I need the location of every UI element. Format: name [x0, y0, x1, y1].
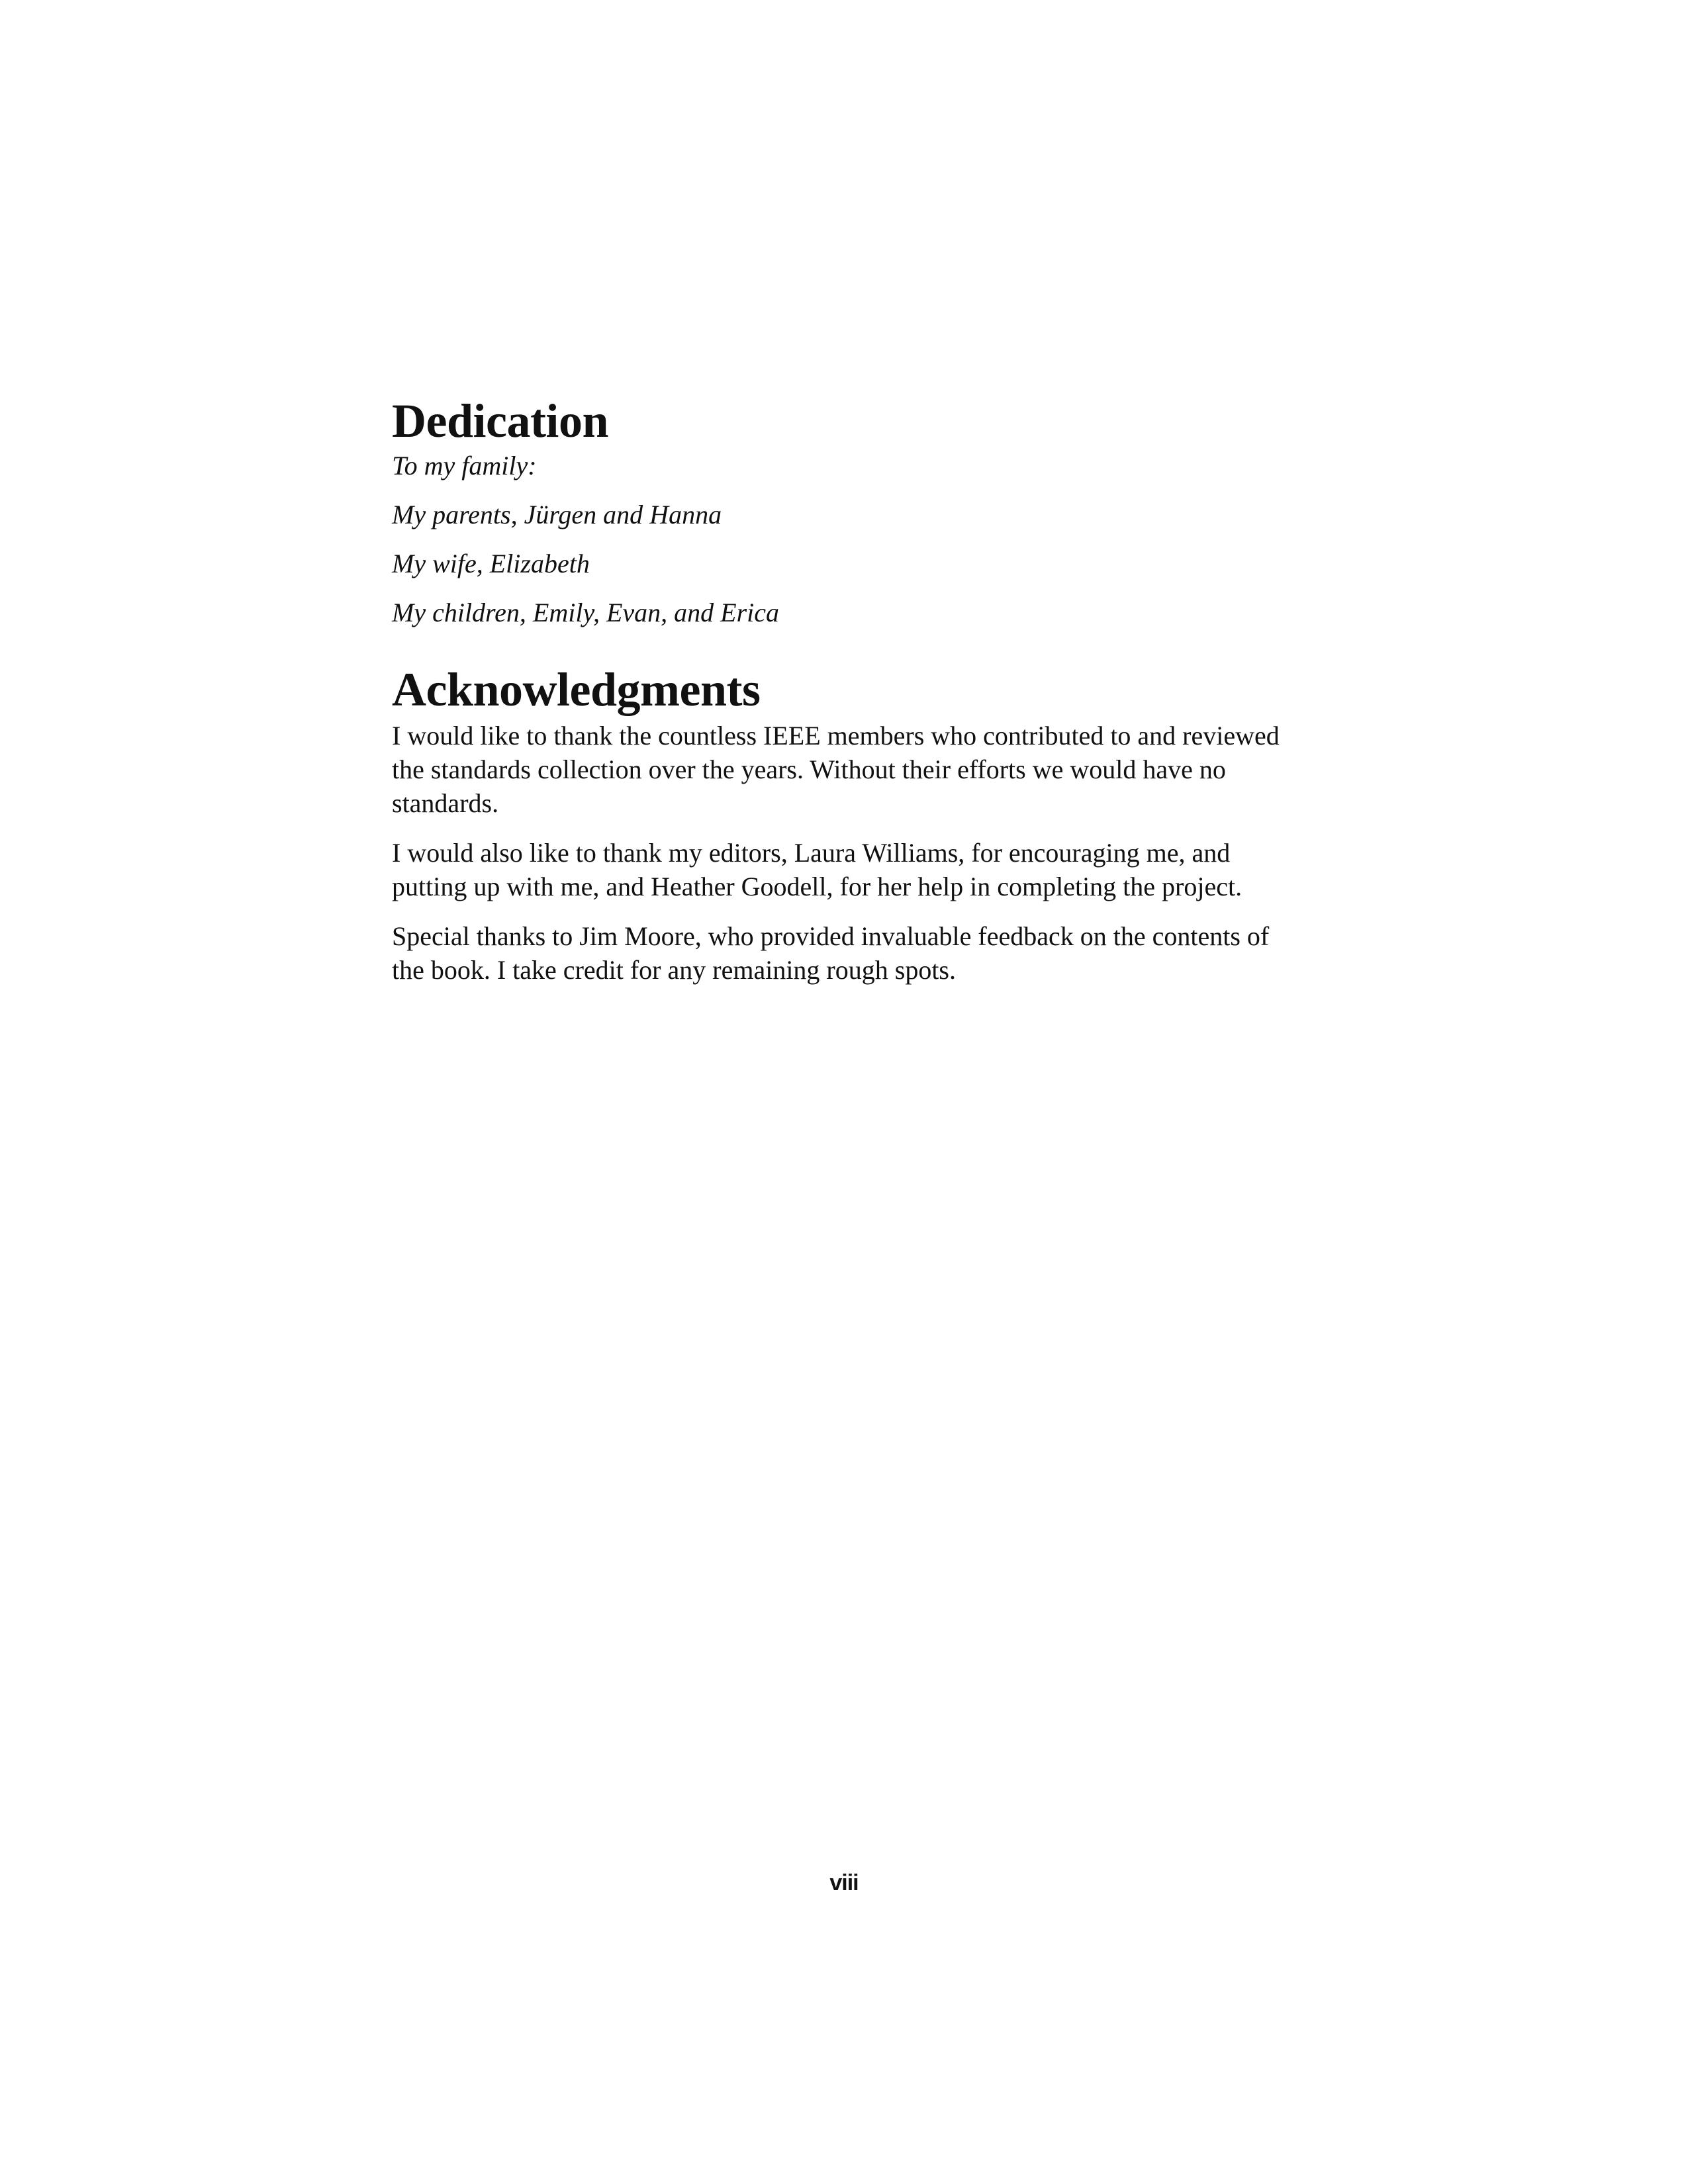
dedication-section: [392, 394, 1305, 627]
dedication-line: My wife, Elizabeth: [392, 549, 590, 578]
dedication-line: To my family:: [392, 451, 537, 480]
acknowledgments-section: [392, 663, 1305, 987]
acknowledgments-paragraph: Special thanks to Jim Moore, who provided invaluable feedback on the contents of the book. I take credit for any remaining rough spots.: [392, 921, 1270, 985]
acknowledgments-paragraph: I would like to thank the countless IEEE members who contributed to and reviewed the standards collection over the years. Without their efforts we would have no standards.: [392, 721, 1280, 818]
dedication-line: My children, Emily, Evan, and Erica: [392, 598, 780, 627]
acknowledgments-heading: Acknowledgments: [392, 663, 761, 716]
dedication-heading: Dedication: [392, 394, 608, 447]
page-number: viii: [829, 1870, 859, 1895]
page-content: [392, 394, 1305, 1003]
acknowledgments-paragraph: I would also like to thank my editors, Laura Williams, for encouraging me, and putting up with me, and Heather Goodell, for her help in completing the project.: [392, 838, 1243, 901]
dedication-line: My parents, Jürgen and Hanna: [392, 500, 722, 529]
